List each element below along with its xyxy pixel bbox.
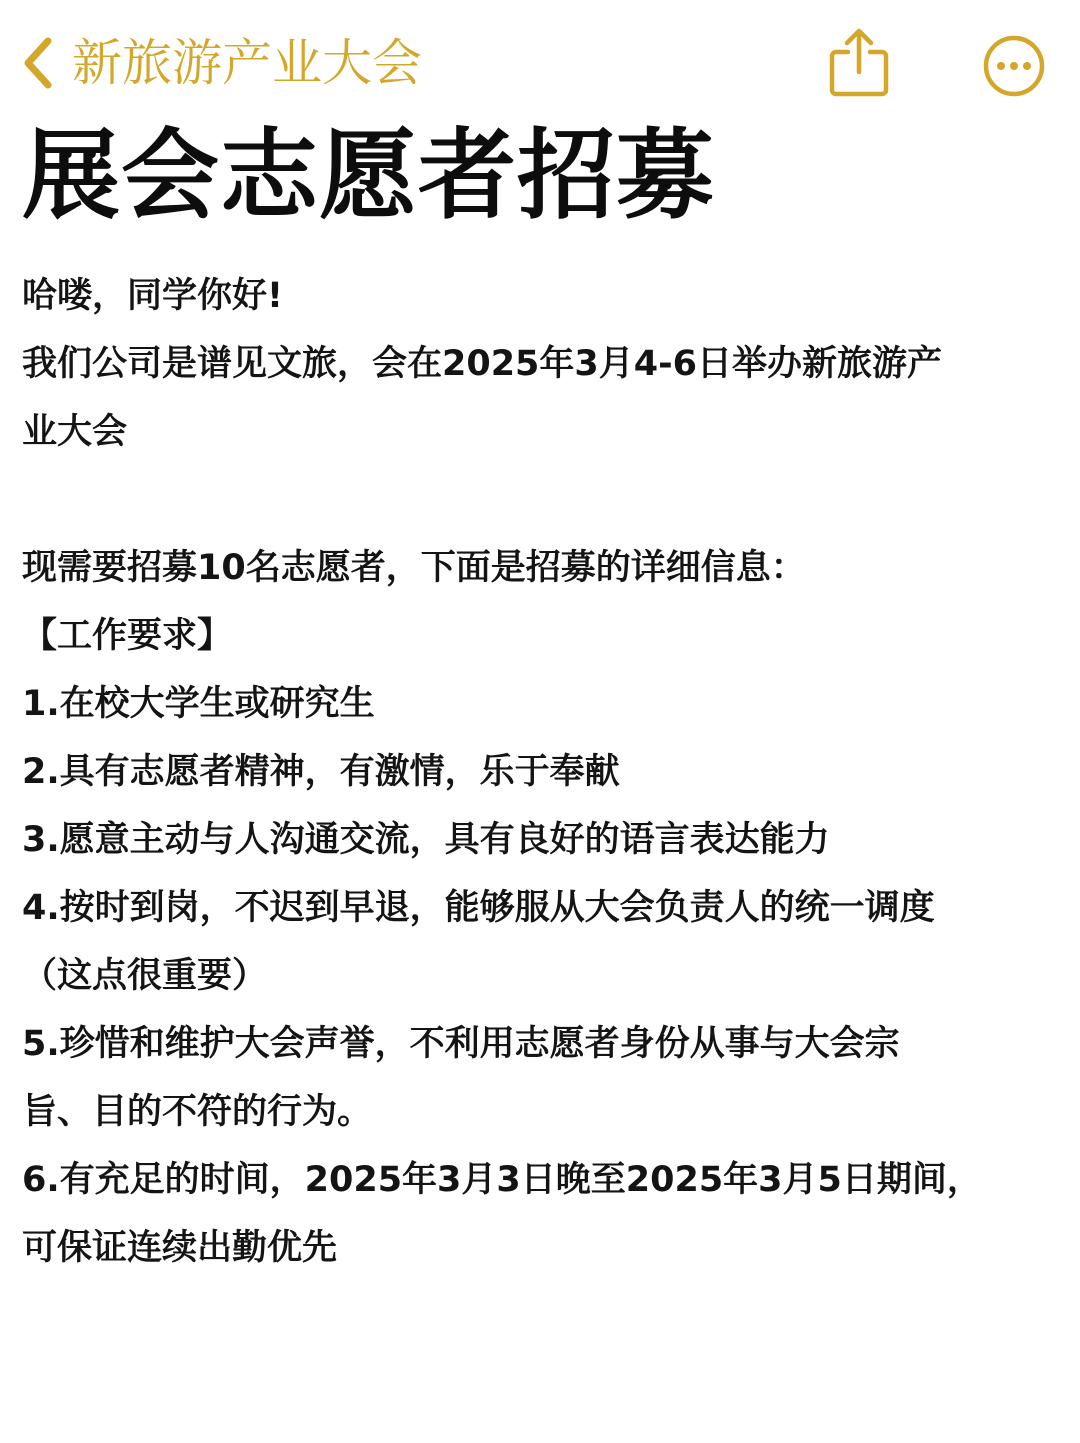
- requirement-item-6-continued: 可保证连续出勤优先: [22, 1228, 338, 1268]
- recruit-intro-line: 现需要招募10名志愿者，下面是招募的详细信息：: [22, 548, 806, 588]
- greeting-line: 哈喽，同学你好!: [22, 276, 283, 316]
- requirement-item-6: 6.有充足的时间，2025年3月3日晚至2025年3月5日期间，: [22, 1160, 982, 1200]
- intro-line-continued: 业大会: [22, 412, 128, 452]
- requirement-item-4: 4.按时到岗，不迟到早退，能够服从大会负责人的统一调度: [22, 888, 935, 928]
- requirement-item-3: 3.愿意主动与人沟通交流，具有良好的语言表达能力: [22, 820, 830, 860]
- back-button[interactable]: [18, 28, 422, 98]
- requirement-item-2: 2.具有志愿者精神，有激情，乐于奉献: [22, 752, 620, 792]
- section-heading: 【工作要求】: [22, 616, 233, 656]
- nav-back-label: 新旅游产业大会: [72, 34, 422, 92]
- note-body[interactable]: [22, 262, 1058, 1282]
- share-button[interactable]: [826, 26, 892, 100]
- requirement-item-5-continued: 旨、目的不符的行为。: [22, 1092, 373, 1132]
- requirement-item-1: 1.在校大学生或研究生: [22, 684, 375, 724]
- chevron-left-icon: [18, 33, 58, 93]
- nav-bar: [0, 0, 1080, 120]
- intro-line: 我们公司是谱见文旅，会在2025年3月4-6日举办新旅游产: [22, 344, 942, 384]
- requirement-item-4-continued: （这点很重要）: [22, 956, 268, 996]
- share-icon: [826, 26, 892, 100]
- blank-line: [22, 466, 1058, 534]
- requirement-item-5: 5.珍惜和维护大会声誉，不利用志愿者身份从事与大会宗: [22, 1024, 900, 1064]
- more-horizontal-icon: [982, 34, 1046, 98]
- page-title: 展会志愿者招募: [22, 119, 716, 233]
- more-button[interactable]: [982, 34, 1046, 98]
